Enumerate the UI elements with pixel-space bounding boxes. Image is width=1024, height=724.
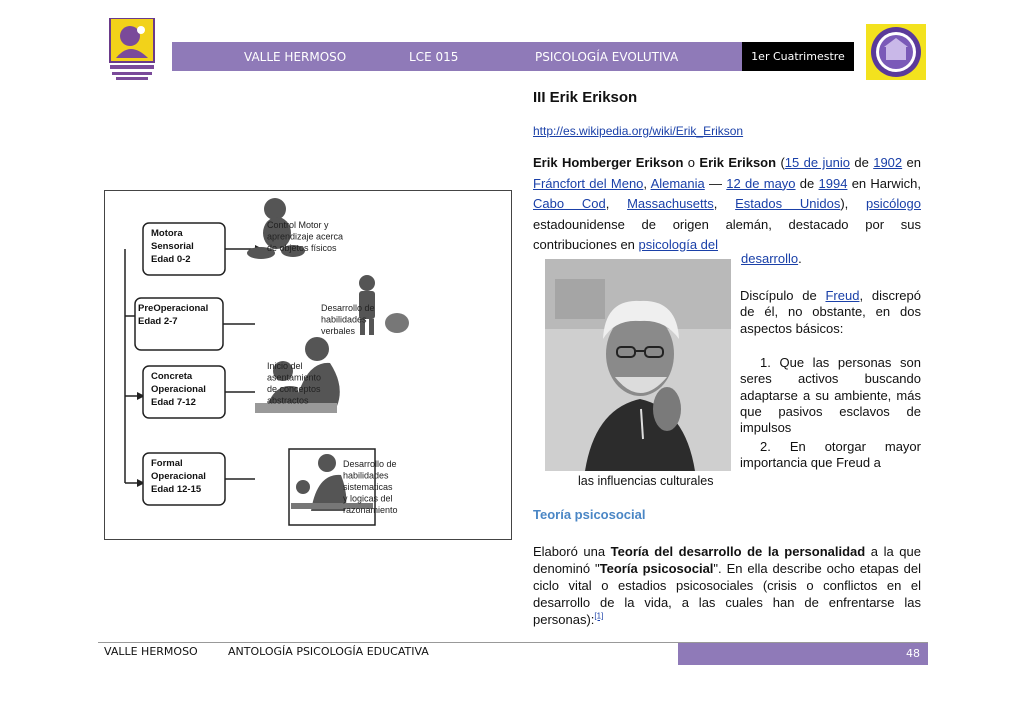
link-birth-year[interactable]: 1902 — [873, 155, 903, 170]
disciple-paragraph: Discípulo de Freud, discrepó de él, no obstante, en dos aspectos básicos: — [740, 288, 921, 336]
stage-label: Motora Sensorial Edad 0-2 — [151, 228, 194, 265]
source-link[interactable]: http://es.wikipedia.org/wiki/Erik_Erikson — [533, 124, 744, 138]
stage-description: Control Motor y aprendizaje acerca de objetos físicos — [267, 220, 344, 253]
stage-description: Inicio del asentamiento de conceptos abstractos — [267, 361, 322, 406]
institution-seal — [866, 24, 926, 80]
header-bar — [172, 42, 742, 71]
footer-campus: VALLE HERMOSO — [104, 645, 198, 658]
link-death-day[interactable]: 12 de mayo — [726, 175, 796, 191]
link-field[interactable]: psicología del — [638, 237, 719, 252]
stage-label: Concreta Operacional Edad 7-12 — [151, 371, 206, 408]
footer-title: ANTOLOGÍA PSICOLOGÍA EDUCATIVA — [228, 645, 429, 658]
stage-description: Desarrollo de habilidades sistematicas y logicas del razonamiento — [343, 459, 398, 515]
link-field-cont[interactable]: desarrollo — [741, 251, 799, 266]
theory-paragraph: Elaboró una Teoría del desarrollo de la personalidad a la que denominó "Teoría psicosocial". En ella describe ocho etapas del ciclo vital o estadios psicosociales (crisis o conflictos en el desarrollo de la vida, a las cuales han de enfrentarse las personas):[1] — [533, 544, 922, 627]
link-death-year[interactable]: 1994 — [818, 175, 848, 191]
point-2: 2. En otorgar mayor importancia que Freud a — [740, 439, 921, 471]
bio-tail: desarrollo. — [741, 251, 802, 266]
link-birth-day[interactable]: 15 de junio — [784, 155, 850, 170]
header-term: 1er Cuatrimestre — [742, 42, 854, 71]
header-course-code: LCE 015 — [409, 50, 459, 64]
subsection-title: Teoría psicosocial — [533, 507, 646, 522]
page-number: 48 — [678, 643, 928, 665]
piaget-stages-figure — [104, 190, 512, 540]
link-freud[interactable]: Freud — [825, 288, 860, 303]
link-death-place[interactable]: Cabo Cod — [533, 196, 606, 211]
link-role[interactable]: psicólogo — [866, 196, 921, 211]
stage-label: PreOperacional Edad 2-7 — [138, 303, 209, 327]
header-subject: PSICOLOGÍA EVOLUTIVA — [535, 50, 679, 64]
university-logo — [108, 18, 156, 80]
bio-paragraph: Erik Homberger Erikson o Erik Erikson (15 de junio de 1902 en Fráncfort del Meno, Alemania — 12 de mayo de 1994 en Harwich, Cabo Cod, Massachusetts, Estados Unidos), psicólogo estadounidense de origen alemán, destacado por sus contribuciones en psicología del — [533, 155, 921, 252]
point-1: 1. Que las personas son seres activos buscando adaptarse a su ambiente, más que pasivos esclavos de impulsos — [740, 355, 921, 436]
link-birth-country[interactable]: Alemania — [650, 175, 705, 191]
header-campus: VALLE HERMOSO — [244, 50, 347, 64]
link-birth-city[interactable]: Fráncfort del Meno — [533, 175, 644, 191]
link-death-country[interactable]: Estados Unidos — [735, 196, 841, 211]
point-2-continued: las influencias culturales — [578, 474, 714, 488]
reference-link[interactable]: [1] — [594, 611, 604, 621]
section-title: III Erik Erikson — [533, 89, 638, 106]
stage-description: Desarrollo de habilidades verbales — [321, 303, 375, 336]
erikson-portrait — [545, 259, 731, 471]
stage-label: Formal Operacional Edad 12-15 — [151, 458, 206, 495]
link-death-state[interactable]: Massachusetts — [627, 196, 714, 211]
